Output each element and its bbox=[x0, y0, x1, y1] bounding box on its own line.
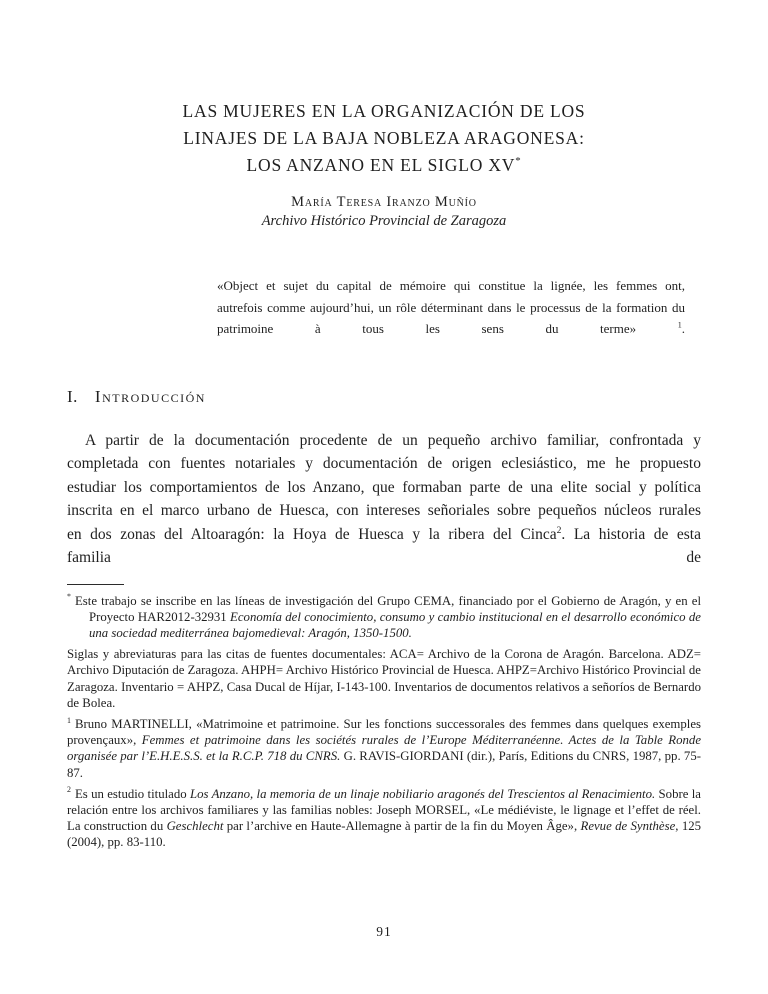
author-name: María Teresa Iranzo Muñío bbox=[291, 194, 477, 210]
body-paragraph: A partir de la documentación procedente de un pequeño archivo familiar, confrontada y completada con fuentes notariales y documentación de origen eclesiástico, me he propuesto estudiar los comportamientos de los Anzano, que formaban parte de una elite social y política inscrita en el marco urbano de Huesca, con intereses señoriales sobre pequeños núcleos rurales en dos zonas del Altoaragón: la Hoya de Huesca y la ribera del Cinca$^2$. La historia de esta familia de bbox=[67, 431, 701, 566]
title-footnote-marker: * bbox=[515, 155, 522, 168]
footnotes-section bbox=[67, 593, 701, 851]
footnote-2 bbox=[67, 786, 701, 851]
section-heading bbox=[67, 387, 701, 407]
title-line-2: LINAJES DE LA BAJA NOBLEZA ARAGONESA: bbox=[183, 128, 585, 148]
footnote-separator-rule bbox=[67, 584, 124, 585]
footnote-2-text: Es un estudio titulado Los Anzano, la memoria de un linaje nobiliario aragonés del Trescientos al Renacimiento. Sobre la relación entre los archivos familiares y las familias nobles: Joseph MORSEL, «Le médiéviste, le lignage et l’effet de réel. La construction du Geschlecht par l’archive en Haute-Allemagne à partir de la fin du Moyen Âge», Revue de Synthèse, 125 (2004), pp. 83-110. bbox=[67, 786, 702, 850]
footnote-1-text: Bruno MARTINELLI, «Matrimoine et patrimoine. Sur les fonctions successorales des femmes dans quelques exemples provençaux», Femmes et patrimoine dans les sociétés rurales de l’Europe Méditerranéenne. Actes de la Table Ronde organisée par l’E.H.E.S.S. et la R.C.P. 718 du CNRS. G. RAVIS-GIORDANI (dir.), París, Editions du CNRS, 1987, pp. 75-87. bbox=[67, 716, 701, 780]
title-line-3 bbox=[67, 152, 701, 179]
title-line-1: LAS MUJERES EN LA ORGANIZACIÓN DE LOS bbox=[182, 101, 586, 121]
title-line-3-text: LOS ANZANO EN EL SIGLO XV bbox=[246, 155, 516, 175]
footnote-siglas bbox=[67, 646, 701, 711]
epigraph-quote: «Object et sujet du capital de mémoire qui constitue la lignée, les femmes ont, autrefois comme aujourd’hui, un rôle déterminant dans le processus de la formation du patrimoine à tous les sens du terme» $^1$. bbox=[217, 278, 685, 336]
footnote-star-text: Este trabajo se inscribe en las líneas de investigación del Grupo CEMA, financiado por el Gobierno de Aragón, y en el Proyecto HAR2012-32931 Economía del conocimiento, consumo y cambio institucional en el desarrollo económico de una sociedad mediterránea bajomedieval: Aragón, 1350-1500. bbox=[74, 593, 701, 640]
section-title: Introducción bbox=[94, 386, 206, 406]
footnote-star-marker: * bbox=[67, 592, 71, 602]
footnote-1 bbox=[67, 716, 701, 781]
section-number: I. bbox=[67, 386, 78, 406]
paper-title bbox=[67, 98, 701, 179]
footnote-1-marker: 1 bbox=[67, 715, 71, 725]
author-affiliation: Archivo Histórico Provincial de Zaragoza bbox=[261, 213, 507, 229]
page-number: 91 bbox=[376, 924, 392, 939]
footnote-siglas-text: Siglas y abreviaturas para las citas de fuentes documentales: ACA= Archivo de la Corona de Aragón. Barcelona. ADZ= Archivo Diputación de Zaragoza. AHPH= Archivo Histórico Provincial de Huesca. AHPZ=Archivo Histórico Provincial de Zaragoza. Inventario = AHPZ, Casa Ducal de Híjar, I-143-100. Inventarios de documentos relativos a señoríos de Bernardo de Bolea. bbox=[67, 647, 701, 710]
footnote-star bbox=[67, 593, 701, 642]
footnote-2-marker: 2 bbox=[67, 785, 71, 795]
